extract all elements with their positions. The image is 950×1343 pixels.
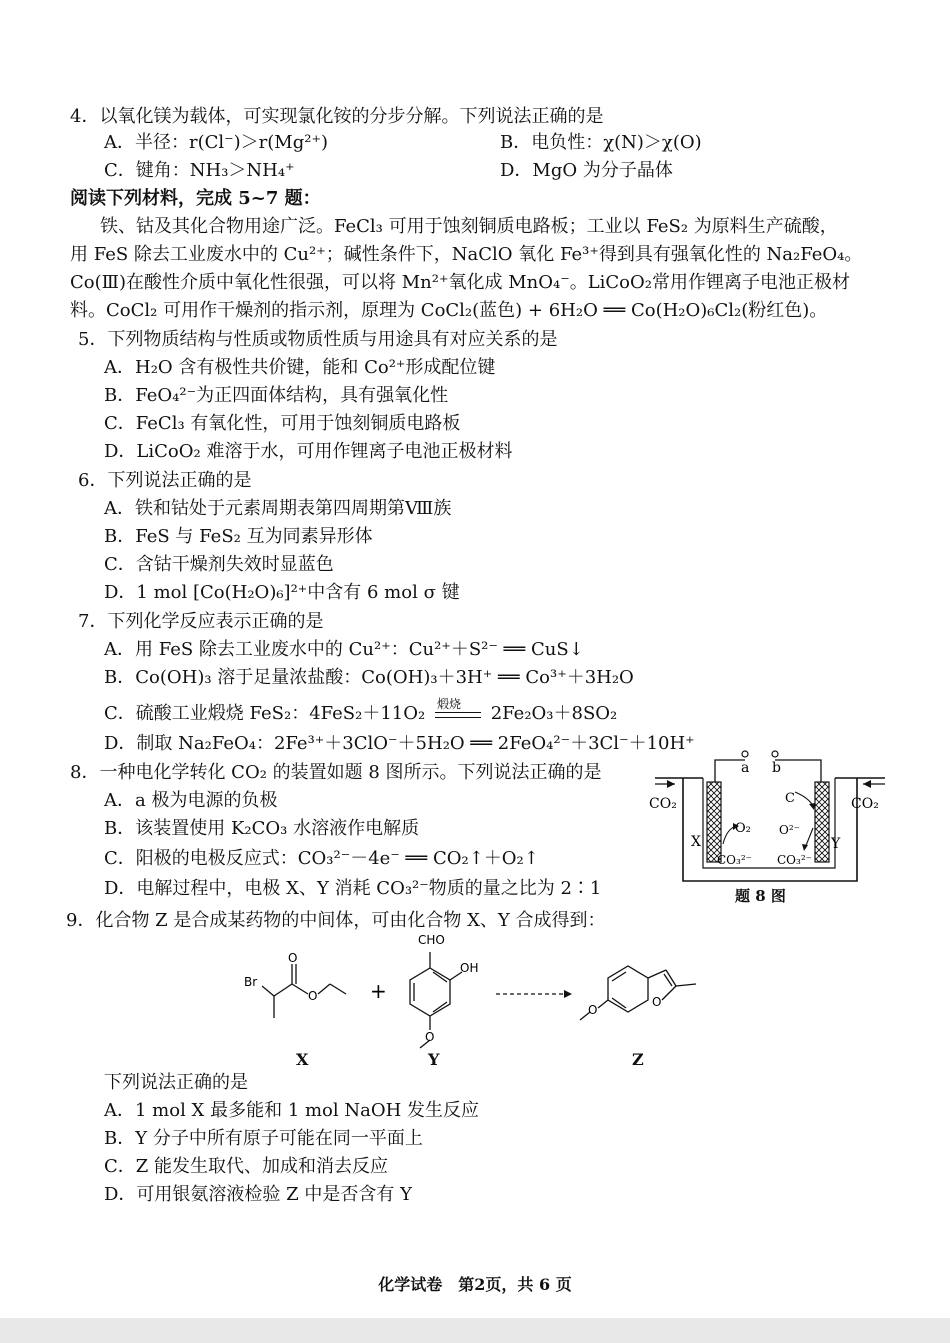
electrolysis-diagram: [645, 748, 895, 908]
label-o2minus: O²⁻: [779, 823, 800, 837]
q8-option-d: D．电解过程中，电极 X、Y 消耗 CO₃²⁻物质的量之比为 2∶1: [104, 878, 602, 899]
label-molecule-z: Z: [632, 1050, 644, 1069]
page-footer: 化学试卷 第2页，共 6 页: [378, 1275, 572, 1294]
atom-o-methoxy-z: O: [588, 1003, 598, 1017]
label-co3-right: CO₃²⁻: [777, 853, 812, 867]
label-c: C: [785, 791, 795, 806]
equals-double-line: [435, 712, 481, 718]
q6-option-a: A．铁和钴处于元素周期表第四周期第Ⅷ族: [104, 498, 452, 519]
material-line-4: 料。CoCl₂ 可用作干燥剂的指示剂，原理为 CoCl₂(蓝色) + 6H₂O ══ Co(H₂O)₆Cl₂(粉红色)。: [70, 300, 828, 321]
calcination-label: 煅烧: [436, 697, 461, 711]
q6-option-d: D．1 mol [Co(H₂O)₆]²⁺中含有 6 mol σ 键: [104, 582, 460, 603]
q5-option-d: D．LiCoO₂ 难溶于水，可用作锂离子电池正极材料: [104, 441, 513, 462]
q7-option-d: D．制取 Na₂FeO₄：2Fe³⁺＋3ClO⁻＋5H₂O ══ 2FeO₄²⁻＋3Cl⁻＋10H⁺: [104, 733, 695, 754]
electrode-y: [815, 782, 829, 862]
molecule-y: [410, 952, 462, 1048]
q4-option-b: B．电负性：χ(N)＞χ(O): [500, 132, 702, 153]
q7-c-right: 2Fe₂O₃＋8SO₂: [490, 703, 618, 724]
label-co2-left: CO₂: [649, 796, 677, 812]
q8-stem: 8．一种电化学转化 CO₂ 的装置如题 8 图所示。下列说法正确的是: [70, 762, 602, 783]
wire-b: [775, 760, 821, 782]
q6-option-c: C．含钴干燥剂失效时显蓝色: [104, 554, 334, 575]
q4-option-c: C．键角：NH₃＞NH₄⁺: [104, 160, 295, 181]
q4-option-d: D．MgO 为分子晶体: [500, 160, 673, 181]
atom-o-furan: O: [652, 995, 662, 1009]
electrode-x: [707, 782, 721, 862]
q5-option-b: B．FeO₄²⁻为正四面体结构，具有强氧化性: [104, 385, 449, 406]
q4-option-a: A．半径：r(Cl⁻)＞r(Mg²⁺): [104, 132, 328, 153]
q5-option-c: C．FeCl₃ 有氧化性，可用于蚀刻铜质电路板: [104, 413, 461, 434]
molecule-x: [262, 964, 346, 1018]
q9-prompt: 下列说法正确的是: [104, 1072, 248, 1093]
q9-option-a: A．1 mol X 最多能和 1 mol NaOH 发生反应: [104, 1100, 480, 1121]
atom-o-ester: O: [308, 989, 318, 1003]
q8-option-b: B．该装置使用 K₂CO₃ 水溶液作电解质: [104, 818, 420, 839]
q8-option-c: C．阳极的电极反应式：CO₃²⁻－4e⁻ ══ CO₂↑＋O₂↑: [104, 848, 539, 869]
q6-stem: 6．下列说法正确的是: [78, 470, 252, 491]
q7-option-a: A．用 FeS 除去工业废水中的 Cu²⁺：Cu²⁺＋S²⁻ ══ CuS↓: [104, 639, 584, 660]
q4-stem: 4．以氧化镁为载体，可实现氯化铵的分步分解。下列说法正确的是: [70, 106, 604, 127]
group-cho: CHO: [418, 933, 445, 947]
bottom-edge-bar: [0, 1318, 950, 1343]
terminal-a: [742, 751, 748, 757]
terminal-b: [772, 751, 778, 757]
group-oh: OH: [460, 961, 479, 975]
label-b: b: [772, 760, 781, 776]
label-molecule-y: Y: [428, 1050, 440, 1069]
atom-br: Br: [244, 975, 258, 989]
label-x: X: [691, 834, 701, 850]
q5-option-a: A．H₂O 含有极性共价键，能和 Co²⁺形成配位键: [104, 357, 496, 378]
figure-8-caption: 题 8 图: [735, 887, 786, 905]
q7-c-left: C．硫酸工业煅烧 FeS₂：4FeS₂＋11O₂: [104, 703, 426, 724]
q5-stem: 5．下列物质结构与性质或物质性质与用途具有对应关系的是: [78, 329, 558, 350]
atom-o-carbonyl: O: [288, 951, 298, 965]
label-o2: O₂: [735, 821, 751, 836]
label-y: Y: [831, 836, 841, 852]
q7-option-c: [104, 697, 618, 727]
q9-option-c: C．Z 能发生取代、加成和消去反应: [104, 1156, 388, 1177]
label-co2-right: CO₂: [851, 796, 879, 812]
q9-stem: 9．化合物 Z 是合成某药物的中间体，可由化合物 X、Y 合成得到：: [66, 910, 606, 931]
material-line-1: 铁、钴及其化合物用途广泛。FeCl₃ 可用于蚀刻铜质电路板；工业以 FeS₂ 为原料生产硫酸，: [100, 216, 838, 237]
q9-option-b: B．Y 分子中所有原子可能在同一平面上: [104, 1128, 423, 1149]
material-line-3: Co(Ⅲ)在酸性介质中氧化性很强，可以将 Mn²⁺氧化成 MnO₄⁻。LiCoO₂常用作锂离子电池正极材: [70, 272, 850, 293]
label-a: a: [741, 760, 750, 776]
q7-stem: 7．下列化学反应表示正确的是: [78, 611, 324, 632]
reaction-condition: [431, 697, 485, 727]
q6-option-b: B．FeS 与 FeS₂ 互为同素异形体: [104, 526, 373, 547]
reading-header: 阅读下列材料，完成 5~7 题：: [70, 188, 321, 209]
plus-sign: +: [370, 979, 387, 1003]
q7-option-b: B．Co(OH)₃ 溶于足量浓盐酸：Co(OH)₃＋3H⁺ ══ Co³⁺＋3H₂O: [104, 667, 634, 688]
label-molecule-x: X: [296, 1050, 309, 1069]
atom-o-methoxy-y: O: [425, 1030, 435, 1044]
q8-option-a: A．a 极为电源的负极: [104, 790, 278, 811]
label-co3-left: CO₃²⁻: [717, 853, 752, 867]
q9-option-d: D．可用银氨溶液检验 Z 中是否含有 Y: [104, 1184, 412, 1205]
material-line-2: 用 FeS 除去工业废水中的 Cu²⁺；碱性条件下，NaClO 氧化 Fe³⁺得到具有强氧化性的 Na₂FeO₄。: [70, 244, 863, 265]
